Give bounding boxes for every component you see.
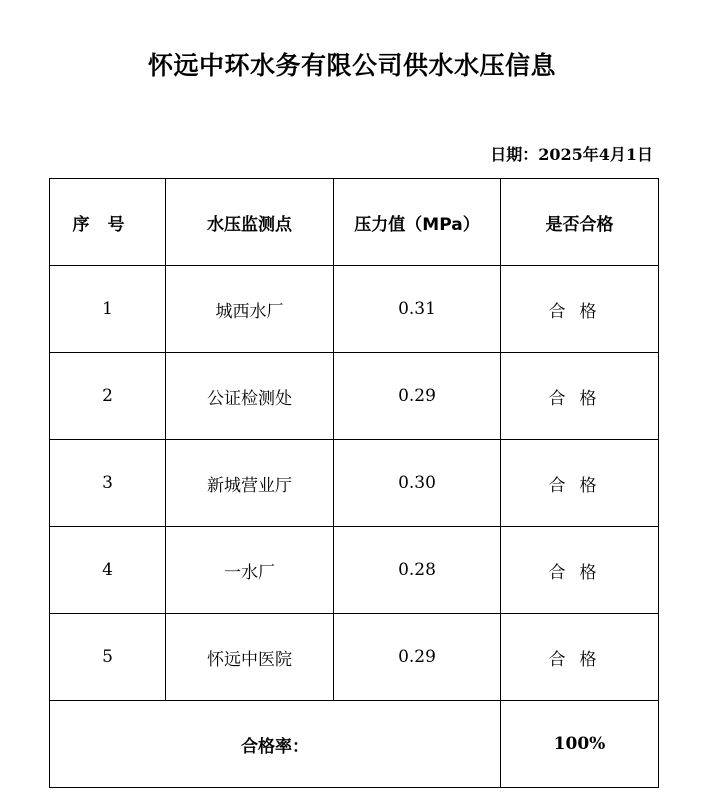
row-station: 新城营业厅 — [166, 440, 334, 527]
report-date: 日期：2025年4月1日 — [490, 145, 653, 164]
row-seq: 4 — [50, 527, 166, 614]
header-qualified: 是否合格 — [501, 179, 659, 266]
row-pressure: 0.29 — [334, 614, 501, 701]
table-row — [50, 353, 659, 440]
table-row — [50, 266, 659, 353]
row-qualified: 合格 — [501, 440, 659, 527]
row-pressure: 0.30 — [334, 440, 501, 527]
row-station: 一水厂 — [166, 527, 334, 614]
header-station: 水压监测点 — [166, 179, 334, 266]
table-row — [50, 440, 659, 527]
row-station: 怀远中医院 — [166, 614, 334, 701]
summary-row — [50, 701, 659, 788]
table-header-row — [50, 179, 659, 266]
page-title: 怀远中环水务有限公司供水水压信息 — [147, 51, 556, 80]
row-pressure: 0.31 — [334, 266, 501, 353]
row-qualified: 合格 — [501, 353, 659, 440]
water-pressure-table — [49, 178, 659, 788]
row-qualified: 合格 — [501, 266, 659, 353]
row-pressure: 0.29 — [334, 353, 501, 440]
row-station: 城西水厂 — [166, 266, 334, 353]
row-seq: 2 — [50, 353, 166, 440]
row-seq: 3 — [50, 440, 166, 527]
table-row — [50, 527, 659, 614]
row-seq: 5 — [50, 614, 166, 701]
row-seq: 1 — [50, 266, 166, 353]
row-qualified: 合格 — [501, 527, 659, 614]
header-pressure: 压力值（MPa） — [334, 179, 501, 266]
pass-rate-label: 合格率： — [50, 701, 501, 788]
row-qualified: 合格 — [501, 614, 659, 701]
pass-rate-value: 100% — [501, 701, 659, 788]
table-row — [50, 614, 659, 701]
header-seq: 序号 — [50, 179, 166, 266]
row-station: 公证检测处 — [166, 353, 334, 440]
row-pressure: 0.28 — [334, 527, 501, 614]
